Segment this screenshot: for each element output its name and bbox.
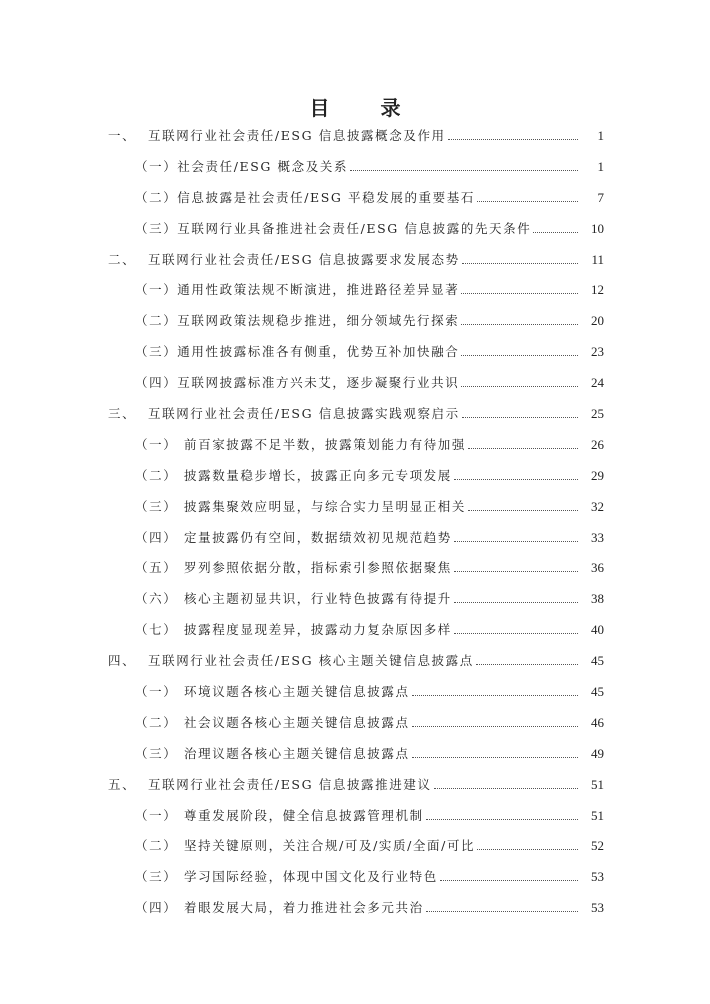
dot-leader: [461, 385, 578, 387]
toc-section-entry[interactable]: [0, 528, 710, 559]
toc-entry-number: （二）: [135, 714, 178, 730]
table-of-contents: [0, 126, 710, 929]
toc-entry-number: （二）: [135, 467, 178, 483]
dot-leader: [454, 540, 578, 542]
toc-section-entry[interactable]: [0, 682, 710, 713]
toc-page-number: 32: [591, 498, 604, 514]
dot-leader: [448, 138, 578, 140]
toc-section-entry[interactable]: [0, 188, 710, 219]
toc-page-number: 1: [597, 128, 604, 143]
toc-section-entry[interactable]: [0, 867, 710, 898]
toc-entry-title: 披露集聚效应明显，与综合实力呈明显正相关: [184, 498, 467, 514]
toc-entry-number: （三）: [135, 869, 178, 885]
dot-leader: [412, 725, 578, 727]
toc-section-entry[interactable]: [0, 466, 710, 497]
toc-section-entry[interactable]: [0, 620, 710, 651]
toc-entry-title: 定量披露仍有空间，数据绩效初见规范趋势: [184, 529, 452, 545]
toc-page-number: 26: [591, 436, 604, 452]
toc-entry-title: 披露数量稳步增长，披露正向多元专项发展: [184, 467, 452, 483]
dot-leader: [426, 818, 578, 820]
toc-entry-number: （四）: [135, 529, 178, 545]
toc-entry-title: （四）互联网披露标准方兴未艾，逐步凝聚行业共识: [135, 375, 460, 391]
toc-page-number: 38: [591, 591, 604, 607]
toc-entry-title: 罗列参照依据分散，指标索引参照依据聚焦: [184, 560, 452, 576]
toc-page-number: 40: [591, 622, 604, 638]
toc-chapter-entry[interactable]: [0, 126, 710, 157]
toc-entry-title: 学习国际经验，体现中国文化及行业特色: [184, 869, 438, 885]
toc-page-number: 29: [591, 467, 604, 483]
toc-entry-title: 着眼发展大局，着力推进社会多元共治: [184, 900, 424, 916]
toc-entry-title: 尊重发展阶段，健全信息披露管理机制: [184, 807, 424, 823]
toc-section-entry[interactable]: [0, 589, 710, 620]
dot-leader: [477, 848, 578, 850]
toc-section-entry[interactable]: [0, 898, 710, 929]
toc-entry-number: （三）: [135, 745, 178, 761]
dot-leader: [454, 601, 578, 603]
dot-leader: [461, 354, 578, 356]
toc-entry-title: 核心主题初显共识，行业特色披露有待提升: [184, 591, 452, 607]
dot-leader: [476, 663, 578, 665]
toc-section-entry[interactable]: [0, 497, 710, 528]
toc-entry-number: （一）: [135, 807, 178, 823]
toc-section-entry[interactable]: [0, 713, 710, 744]
dot-leader: [426, 910, 578, 912]
toc-page-number: 24: [591, 375, 604, 391]
dot-leader: [454, 570, 578, 572]
toc-entry-number: 三、: [108, 406, 137, 422]
toc-section-entry[interactable]: [0, 311, 710, 342]
toc-page-number: 33: [591, 529, 604, 545]
toc-entry-title: 环境议题各核心主题关键信息披露点: [184, 684, 410, 700]
toc-page-number: 46: [591, 714, 604, 730]
toc-page-number: 52: [591, 838, 604, 854]
toc-section-entry[interactable]: [0, 806, 710, 837]
toc-entry-title: 互联网行业社会责任/ESG 信息披露概念及作用: [148, 128, 446, 143]
toc-entry-title: 互联网行业社会责任/ESG 信息披露推进建议: [148, 776, 432, 792]
toc-entry-title: 互联网行业社会责任/ESG 信息披露要求发展态势: [148, 251, 460, 267]
toc-entry-title: （一）通用性政策法规不断演进，推进路径差异显著: [135, 282, 460, 298]
toc-entry-title: （三）互联网行业具备推进社会责任/ESG 信息披露的先天条件: [135, 220, 532, 236]
toc-entry-title: 前百家披露不足半数，披露策划能力有待加强: [184, 436, 467, 452]
toc-page-number: 7: [597, 189, 604, 205]
toc-entry-title: （一）社会责任/ESG 概念及关系: [135, 158, 349, 174]
dot-leader: [533, 231, 578, 233]
toc-entry-title: 披露程度显现差异，披露动力复杂原因多样: [184, 622, 452, 638]
dot-leader: [412, 756, 578, 758]
dot-leader: [461, 292, 578, 294]
dot-leader: [412, 694, 578, 696]
toc-entry-number: （一）: [135, 684, 178, 700]
dot-leader: [440, 879, 578, 881]
dot-leader: [468, 509, 578, 511]
toc-section-entry[interactable]: [0, 157, 710, 188]
toc-section-entry[interactable]: [0, 558, 710, 589]
toc-entry-title: 社会议题各核心主题关键信息披露点: [184, 714, 410, 730]
toc-entry-number: 四、: [108, 653, 137, 669]
toc-chapter-entry[interactable]: [0, 404, 710, 435]
toc-entry-title: 互联网行业社会责任/ESG 信息披露实践观察启示: [148, 406, 460, 422]
toc-entry-number: （七）: [135, 622, 178, 638]
toc-page-number: 49: [591, 745, 604, 761]
toc-chapter-entry[interactable]: [0, 775, 710, 806]
toc-entry-number: （三）: [135, 498, 178, 514]
toc-section-entry[interactable]: [0, 280, 710, 311]
dot-leader: [468, 447, 578, 449]
toc-page-number: 36: [591, 560, 604, 576]
page-title: 目 录: [309, 96, 423, 120]
toc-section-entry[interactable]: [0, 836, 710, 867]
toc-entry-number: （一）: [135, 436, 178, 452]
dot-leader: [454, 478, 578, 480]
toc-page-number: 23: [591, 344, 604, 360]
toc-page-number: 25: [591, 406, 604, 422]
toc-page-number: 1: [597, 158, 604, 174]
toc-page-number: 45: [591, 653, 604, 669]
toc-entry-title: （三）通用性披露标准各有侧重，优势互补加快融合: [135, 344, 460, 360]
toc-entry-number: （四）: [135, 900, 178, 916]
toc-section-entry[interactable]: [0, 744, 710, 775]
toc-entry-title: 互联网行业社会责任/ESG 核心主题关键信息披露点: [148, 653, 474, 669]
toc-chapter-entry[interactable]: [0, 651, 710, 682]
dot-leader: [350, 169, 578, 171]
dot-leader: [434, 787, 578, 789]
toc-page-number: 45: [591, 684, 604, 700]
toc-entry-number: （六）: [135, 591, 178, 607]
toc-page-number: 10: [591, 220, 604, 236]
toc-section-entry[interactable]: [0, 342, 710, 373]
toc-entry-number: 二、: [108, 251, 137, 267]
dot-leader: [477, 200, 578, 202]
toc-section-entry[interactable]: [0, 219, 710, 250]
toc-page-number: 12: [591, 282, 604, 298]
toc-page-number: 53: [591, 869, 604, 885]
toc-page-number: 51: [591, 776, 604, 792]
toc-page-number: 20: [591, 313, 604, 329]
toc-entry-number: （五）: [135, 560, 178, 576]
toc-page-number: 51: [591, 807, 604, 823]
toc-entry-number: （二）: [135, 838, 178, 854]
toc-page-number: 53: [591, 900, 604, 916]
dot-leader: [462, 262, 578, 264]
toc-section-entry[interactable]: [0, 435, 710, 466]
toc-entry-number: 一、: [108, 128, 137, 143]
dot-leader: [462, 416, 578, 418]
toc-page-number: 11: [591, 251, 604, 267]
toc-section-entry[interactable]: [0, 373, 710, 404]
toc-chapter-entry[interactable]: [0, 250, 710, 281]
toc-entry-title: （二）信息披露是社会责任/ESG 平稳发展的重要基石: [135, 189, 475, 205]
dot-leader: [461, 323, 578, 325]
toc-entry-title: 坚持关键原则，关注合规/可及/实质/全面/可比: [184, 838, 476, 854]
toc-entry-title: 治理议题各核心主题关键信息披露点: [184, 745, 410, 761]
toc-entry-title: （二）互联网政策法规稳步推进，细分领域先行探索: [135, 313, 460, 329]
dot-leader: [454, 632, 578, 634]
toc-entry-number: 五、: [108, 776, 137, 792]
